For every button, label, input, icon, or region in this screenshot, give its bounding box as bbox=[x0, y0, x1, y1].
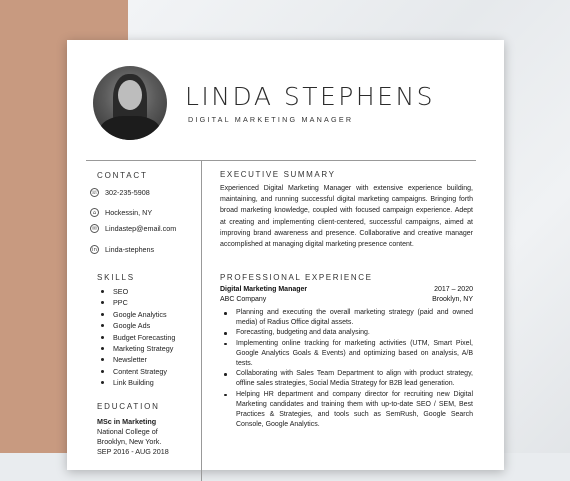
location-icon: ⌂ bbox=[90, 208, 99, 217]
job-company: ABC Company bbox=[220, 296, 267, 303]
job-title-row bbox=[220, 286, 473, 293]
job-title: Digital Marketing Manager bbox=[220, 286, 308, 293]
education-heading: EDUCATION bbox=[97, 402, 160, 411]
location-text: Hockessin, NY bbox=[105, 208, 153, 217]
job-company-row bbox=[220, 296, 473, 303]
contact-phone bbox=[90, 188, 150, 197]
linkedin-text: Linda-stephens bbox=[105, 245, 155, 254]
list-item: PPC bbox=[101, 297, 175, 308]
contact-heading: CONTACT bbox=[97, 171, 148, 180]
list-item: Helping HR department and company director for recruiting new Digital Marketing candidates and training them with up-to-date SEO / SEM, Best Practices & Strategies, and tools such as SemRush, Google Search Console, Google Analytics. bbox=[220, 390, 473, 431]
list-item: Budget Forecasting bbox=[101, 332, 175, 343]
education-school-line2: Brooklyn, New York. bbox=[97, 437, 162, 446]
photo-face bbox=[118, 80, 142, 110]
phone-text: 302-235-5908 bbox=[105, 188, 150, 197]
list-item: SEO bbox=[101, 286, 175, 297]
candidate-title: DIGITAL MARKETING MANAGER bbox=[188, 115, 354, 124]
linkedin-icon: in bbox=[91, 247, 97, 253]
photo-shoulders bbox=[99, 116, 161, 140]
job-dates: 2017 – 2020 bbox=[434, 286, 473, 293]
profile-photo bbox=[93, 66, 167, 140]
list-item: Link Building bbox=[101, 377, 175, 388]
skills-heading: SKILLS bbox=[97, 273, 135, 282]
header-divider bbox=[86, 160, 476, 161]
list-item: Collaborating with Sales Team Department to align with product strategy, offline sales strategies, Social Media Strategy for B2B lead generation. bbox=[220, 369, 473, 389]
job-location: Brooklyn, NY bbox=[432, 296, 473, 303]
education-dates: SEP 2016 - AUG 2018 bbox=[97, 447, 169, 456]
summary-text: Experienced Digital Marketing Manager with extensive experience building, maintaining, and running successful digital marketing campaigns. Bringing forth broad marketing knowledge, coupled with focused campaign experience. Adept at creating and implementing client-centered, successful campaigns, aimed at improving brand awareness and presence. Collaborative and creative manager accomplished at managing digital marketing presence content. bbox=[220, 185, 473, 249]
email-icon: ✉ bbox=[90, 224, 99, 233]
phone-icon: ☏ bbox=[91, 190, 98, 196]
contact-location bbox=[90, 208, 152, 217]
list-item: Planning and executing the overall marketing strategy (paid and owned media) of Radius Office digital assets. bbox=[220, 308, 473, 328]
list-item: Forecasting, budgeting and data analysing. bbox=[220, 328, 473, 338]
contact-linkedin bbox=[90, 245, 154, 254]
education-school-line1: National College of bbox=[97, 427, 158, 436]
list-item: Implementing online tracking for marketing activities (UTM, Smart Pixel, Google Analytics Goals & Events) and optimizing based on analysis, A/B tests. bbox=[220, 339, 473, 370]
list-item: Google Ads bbox=[101, 320, 175, 331]
contact-email bbox=[90, 224, 176, 233]
resume-page bbox=[67, 40, 504, 470]
column-divider bbox=[201, 161, 202, 481]
experience-heading: PROFESSIONAL EXPERIENCE bbox=[220, 273, 373, 282]
skills-list bbox=[101, 286, 175, 389]
education-degree: MSc in Marketing bbox=[97, 417, 157, 426]
email-text: Lindastep@email.com bbox=[105, 224, 177, 233]
experience-bullets bbox=[220, 308, 473, 430]
list-item: Content Strategy bbox=[101, 366, 175, 377]
summary-heading: EXECUTIVE SUMMARY bbox=[220, 170, 336, 179]
list-item: Marketing Strategy bbox=[101, 343, 175, 354]
candidate-name: LINDA STEPHENS bbox=[185, 82, 436, 111]
list-item: Google Analytics bbox=[101, 309, 175, 320]
list-item: Newsletter bbox=[101, 354, 175, 365]
